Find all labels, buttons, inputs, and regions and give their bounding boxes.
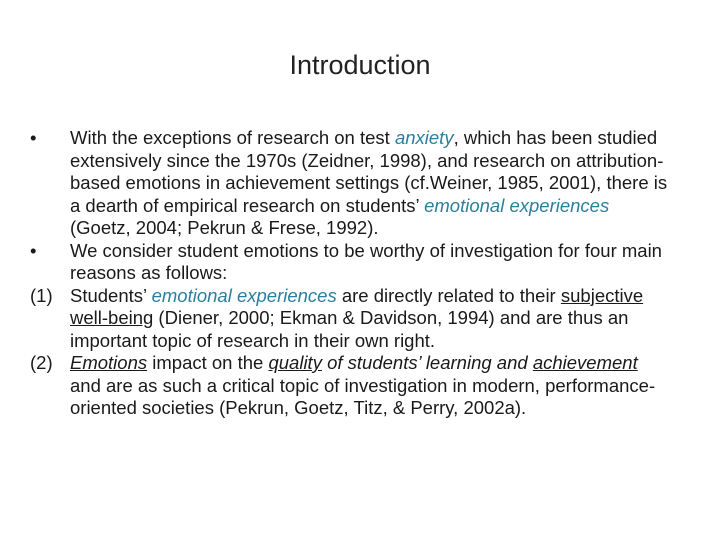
bullet-marker: •	[30, 127, 37, 148]
item-2-underline-quality: quality	[268, 352, 322, 373]
item-2-italic-learning: of students’ learning and	[321, 352, 533, 373]
item-1-underline-subjective-well-being: subjective well-being	[70, 284, 644, 328]
numbered-item-2	[30, 352, 670, 420]
slide-title: Introduction	[289, 50, 431, 80]
item-2-text-a: impact on the	[147, 352, 269, 373]
bullet-marker: •	[30, 239, 37, 261]
bullet-1-text-a: With the exceptions of research on test	[70, 127, 395, 148]
bullet-1-emphasis-anxiety: anxiety	[394, 127, 454, 148]
item-1-emphasis-emotional-experiences: emotional experiences	[151, 284, 337, 306]
bullet-1-text-b: , which has been studied extensively since the 1970s (Zeidner, 1998), and research on attribution-based emotions in achievement settings (cf.Weiner, 1985, 2001), there is a dearth of empirical research on students’	[70, 127, 668, 216]
item-1-text-c: (Diener, 2000; Ekman & Davidson, 1994) and are thus an important topic of research in their own right.	[70, 307, 629, 351]
item-2-text-b: and are as such a critical topic of investigation in modern, performance-oriented societies (Pekrun, Goetz, Titz, & Perry, 2002a).	[70, 374, 656, 418]
numbered-item-1	[30, 285, 670, 353]
item-1-marker: (1)	[30, 284, 53, 306]
bullet-2-text: We consider student emotions to be worthy of investigation for four main reasons as follows:	[70, 239, 662, 283]
item-2-marker: (2)	[30, 352, 53, 373]
bullet-1-emphasis-emotional-experiences: emotional experiences	[424, 194, 610, 216]
item-1-text-b: are directly related to their	[336, 284, 561, 306]
item-2-underline-emotions: Emotions	[70, 352, 148, 373]
bullet-1-text-c: (Goetz, 2004; Pekrun & Frese, 1992).	[70, 217, 379, 238]
item-1-text-a: Students’	[70, 284, 152, 306]
bullet-2	[30, 240, 670, 285]
bullet-1	[30, 127, 670, 240]
slide-body	[30, 127, 670, 420]
item-2-underline-achievement: achievement	[532, 352, 638, 373]
